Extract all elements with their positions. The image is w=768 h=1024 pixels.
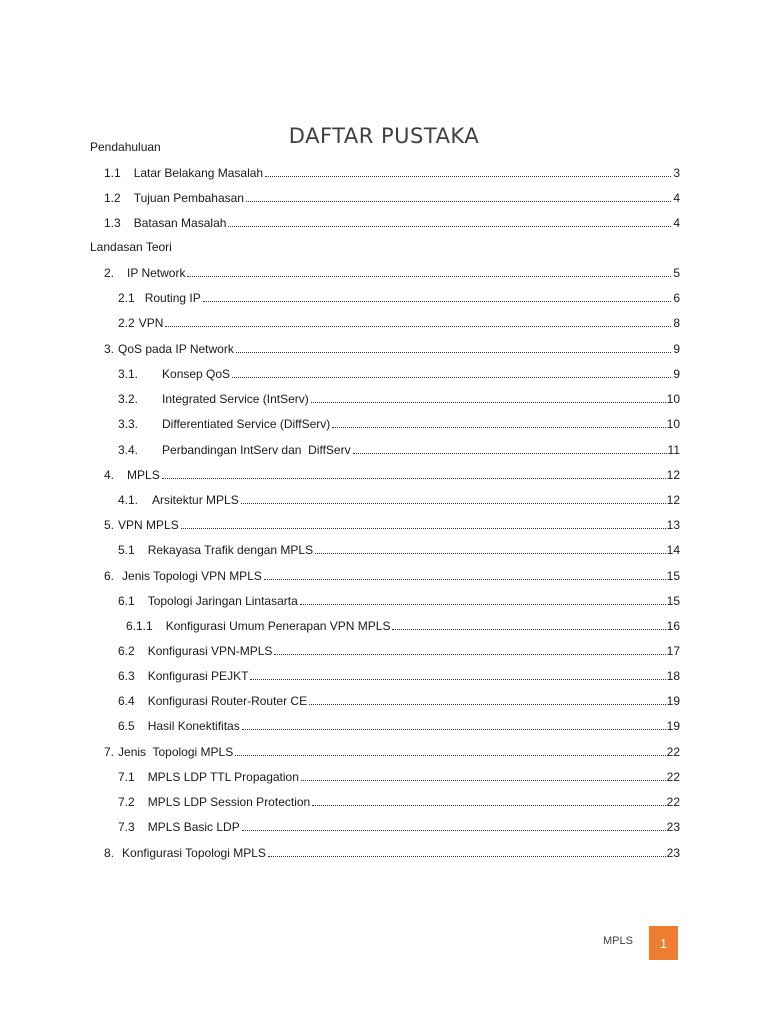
toc-entry[interactable] xyxy=(118,642,680,660)
toc-entry[interactable] xyxy=(118,818,680,836)
toc-entry-number: 3.2. xyxy=(118,392,139,406)
toc-entry-page: 11 xyxy=(667,443,680,457)
toc-entry-number: 1.1 xyxy=(104,166,121,180)
toc-dot-leader xyxy=(332,416,665,428)
toc-entry-label xyxy=(118,314,164,332)
toc-entry-page: 10 xyxy=(666,392,680,406)
toc-entry-page: 18 xyxy=(666,669,680,683)
toc-entry-text: Konfigurasi Umum Penerapan VPN MPLS xyxy=(165,619,391,633)
toc-dot-leader xyxy=(309,693,666,705)
toc-entry-number: 7.1 xyxy=(118,770,135,784)
toc-entry-text: Batasan Masalah xyxy=(133,216,227,230)
toc-entry-number: 3.1. xyxy=(118,367,139,381)
toc-entry[interactable] xyxy=(118,415,680,433)
toc-entry-text: MPLS LDP Session Protection xyxy=(147,795,311,809)
toc-entry-text: Konfigurasi VPN-MPLS xyxy=(147,644,273,658)
toc-entry-label xyxy=(104,567,263,585)
toc-dot-leader xyxy=(268,845,666,857)
toc-dot-leader xyxy=(264,568,666,580)
toc-dot-leader xyxy=(187,265,671,277)
toc-entry-label xyxy=(118,717,241,735)
toc-entry-number: 5. xyxy=(104,518,115,532)
toc-dot-leader xyxy=(265,165,671,177)
toc-entry[interactable] xyxy=(104,214,680,232)
toc-entry-text: QoS pada IP Network xyxy=(118,342,234,356)
toc-entry[interactable] xyxy=(118,390,680,408)
toc-entry-page: 10 xyxy=(666,417,680,431)
toc-entry-page: 17 xyxy=(666,644,680,658)
toc-entry-label xyxy=(126,617,391,635)
toc-entry-number: 4. xyxy=(104,468,115,482)
toc-entry-number: 7.3 xyxy=(118,820,135,834)
toc-entry-number: 6.1.1 xyxy=(126,619,153,633)
toc-entry-page: 22 xyxy=(666,770,680,784)
toc-entry-label xyxy=(118,289,202,307)
toc-entry-page: 23 xyxy=(666,820,680,834)
section-heading-landasan-teori: Landasan Teori xyxy=(90,240,172,254)
toc-entry-page: 23 xyxy=(666,846,680,860)
toc-entry-label xyxy=(104,466,161,484)
toc-entry-text: MPLS Basic LDP xyxy=(147,820,240,834)
toc-dot-leader xyxy=(235,744,665,756)
toc-entry-number: 8. xyxy=(104,846,115,860)
toc-entry-text: Konfigurasi Router-Router CE xyxy=(147,694,308,708)
toc-entry-label xyxy=(104,164,264,182)
toc-entry[interactable] xyxy=(118,667,680,685)
toc-entry-page: 15 xyxy=(666,569,680,583)
toc-dot-leader xyxy=(274,643,665,655)
toc-entry-text: Konsep QoS xyxy=(162,367,231,381)
toc-entry-label xyxy=(118,818,241,836)
toc-entry[interactable] xyxy=(104,264,680,282)
toc-entry-text: Topologi Jaringan Lintasarta xyxy=(147,594,298,608)
toc-entry-page: 8 xyxy=(673,316,680,330)
toc-entry-text: Integrated Service (IntServ) xyxy=(162,392,309,406)
toc-entry-label xyxy=(104,844,267,862)
toc-entry[interactable] xyxy=(118,491,680,509)
toc-entry-number: 7. xyxy=(104,745,115,759)
toc-entry[interactable] xyxy=(118,365,680,383)
toc-dot-leader xyxy=(312,794,665,806)
toc-dot-leader xyxy=(242,718,666,730)
toc-entry-label xyxy=(118,541,314,559)
toc-entry[interactable] xyxy=(118,768,680,786)
toc-entry-text: Konfigurasi Topologi MPLS xyxy=(122,846,266,860)
page-title: DAFTAR PUSTAKA xyxy=(288,124,480,149)
toc-entry[interactable] xyxy=(104,844,680,862)
toc-entry-label xyxy=(104,743,234,761)
toc-entry-number: 6.4 xyxy=(118,694,135,708)
toc-entry[interactable] xyxy=(104,466,680,484)
toc-entry-number: 7.2 xyxy=(118,795,135,809)
toc-dot-leader xyxy=(165,315,671,327)
toc-entry-text: Routing IP xyxy=(144,291,201,305)
toc-entry-number: 1.2 xyxy=(104,191,121,205)
toc-entry-label xyxy=(104,189,245,207)
toc-entry-number: 4.1. xyxy=(118,493,139,507)
toc-entry-label xyxy=(104,516,180,534)
toc-entry-text: Jenis Topologi VPN MPLS xyxy=(122,569,262,583)
toc-dot-leader xyxy=(242,819,666,831)
toc-entry-label xyxy=(118,491,240,509)
toc-entry-page: 16 xyxy=(666,619,680,633)
toc-entry-label xyxy=(104,340,235,358)
toc-entry[interactable] xyxy=(126,617,680,635)
toc-dot-leader xyxy=(301,769,666,781)
toc-entry-page: 15 xyxy=(666,594,680,608)
toc-entry-page: 9 xyxy=(673,342,680,356)
toc-entry-page: 4 xyxy=(673,216,680,230)
toc-entry-number: 2.1 xyxy=(118,291,135,305)
toc-entry-text: Jenis Topologi MPLS xyxy=(118,745,234,759)
toc-entry-text: VPN xyxy=(138,316,164,330)
toc-entry[interactable] xyxy=(118,289,680,307)
toc-entry-page: 5 xyxy=(673,266,680,280)
toc-entry[interactable] xyxy=(104,340,680,358)
toc-entry-page: 22 xyxy=(666,745,680,759)
toc-dot-leader xyxy=(236,341,671,353)
section-heading-pendahuluan: Pendahuluan xyxy=(90,140,161,154)
toc-entry-label xyxy=(118,642,273,660)
toc-entry-label xyxy=(118,692,308,710)
toc-entry-text: Rekayasa Trafik dengan MPLS xyxy=(147,543,314,557)
toc-entry[interactable] xyxy=(118,441,680,459)
toc-entry-label xyxy=(118,793,311,811)
toc-entry-text: Differentiated Service (DiffServ) xyxy=(162,417,331,431)
toc-entry-text: Konfigurasi PEJKT xyxy=(147,669,249,683)
toc-dot-leader xyxy=(250,668,665,680)
toc-dot-leader xyxy=(232,366,671,378)
toc-entry-page: 3 xyxy=(673,166,680,180)
toc-entry-number: 2.2 xyxy=(118,316,135,330)
toc-entry-label xyxy=(104,264,186,282)
toc-entry-number: 3.4. xyxy=(118,443,139,457)
toc-entry[interactable] xyxy=(118,592,680,610)
toc-entry-text: Hasil Konektifitas xyxy=(147,719,240,733)
toc-entry-text: Arsitektur MPLS xyxy=(152,493,239,507)
toc-entry[interactable] xyxy=(104,516,680,534)
toc-entry-label xyxy=(118,415,331,433)
toc-entry-label xyxy=(118,390,310,408)
toc-entry[interactable] xyxy=(104,567,680,585)
toc-entry-label xyxy=(118,365,231,383)
page-number-badge xyxy=(649,926,678,960)
toc-entry-page: 12 xyxy=(666,493,680,507)
toc-entry-text: MPLS LDP TTL Propagation xyxy=(147,770,299,784)
toc-entry-label xyxy=(118,768,300,786)
toc-entry-page: 9 xyxy=(673,367,680,381)
toc-entry-number: 3. xyxy=(104,342,115,356)
toc-dot-leader xyxy=(300,593,666,605)
toc-entry-label xyxy=(104,214,227,232)
toc-dot-leader xyxy=(315,542,666,554)
toc-entry-label xyxy=(118,441,352,459)
toc-dot-leader xyxy=(162,467,666,479)
toc-dot-leader xyxy=(311,391,666,403)
toc-entry-number: 6.1 xyxy=(118,594,135,608)
toc-entry-label xyxy=(118,592,299,610)
toc-entry-text: Perbandingan IntServ dan DiffServ xyxy=(162,443,351,457)
toc-entry-number: 3.3. xyxy=(118,417,139,431)
toc-entry-page: 13 xyxy=(666,518,680,532)
footer-label: MPLS xyxy=(603,935,633,947)
toc-entry-number: 5.1 xyxy=(118,543,135,557)
toc-entry-number: 6.3 xyxy=(118,669,135,683)
toc-entry-text: MPLS xyxy=(127,468,160,482)
toc-entry[interactable] xyxy=(118,793,680,811)
toc-entry[interactable] xyxy=(104,189,680,207)
toc-entry[interactable] xyxy=(118,541,680,559)
toc-entry-text: IP Network xyxy=(127,266,186,280)
toc-entry-page: 14 xyxy=(666,543,680,557)
toc-dot-leader xyxy=(353,442,667,454)
toc-dot-leader xyxy=(392,618,665,630)
toc-entry[interactable] xyxy=(118,717,680,735)
toc-entry-number: 1.3 xyxy=(104,216,121,230)
toc-entry[interactable] xyxy=(118,692,680,710)
toc-entry-label xyxy=(118,667,249,685)
toc-entry-page: 22 xyxy=(666,795,680,809)
toc-dot-leader xyxy=(181,517,666,529)
toc-entry-text: Latar Belakang Masalah xyxy=(133,166,264,180)
toc-entry-text: Tujuan Pembahasan xyxy=(133,191,244,205)
toc-dot-leader xyxy=(246,190,671,202)
toc-entry[interactable] xyxy=(104,164,680,182)
toc-entry-number: 6.5 xyxy=(118,719,135,733)
toc-entry-page: 4 xyxy=(673,191,680,205)
toc-entry-page: 12 xyxy=(666,468,680,482)
toc-entry-page: 19 xyxy=(666,719,680,733)
toc-entry-text: VPN MPLS xyxy=(118,518,179,532)
toc-entry[interactable] xyxy=(118,314,680,332)
toc-entry-page: 19 xyxy=(666,694,680,708)
toc-entry[interactable] xyxy=(104,743,680,761)
toc-entry-page: 6 xyxy=(673,291,680,305)
toc-dot-leader xyxy=(228,215,671,227)
toc-entry-number: 2. xyxy=(104,266,115,280)
toc-entry-number: 6.2 xyxy=(118,644,135,658)
toc-entry-number: 6. xyxy=(104,569,115,583)
toc-dot-leader xyxy=(203,290,671,302)
page-number: 1 xyxy=(659,935,668,951)
toc-dot-leader xyxy=(241,492,666,504)
